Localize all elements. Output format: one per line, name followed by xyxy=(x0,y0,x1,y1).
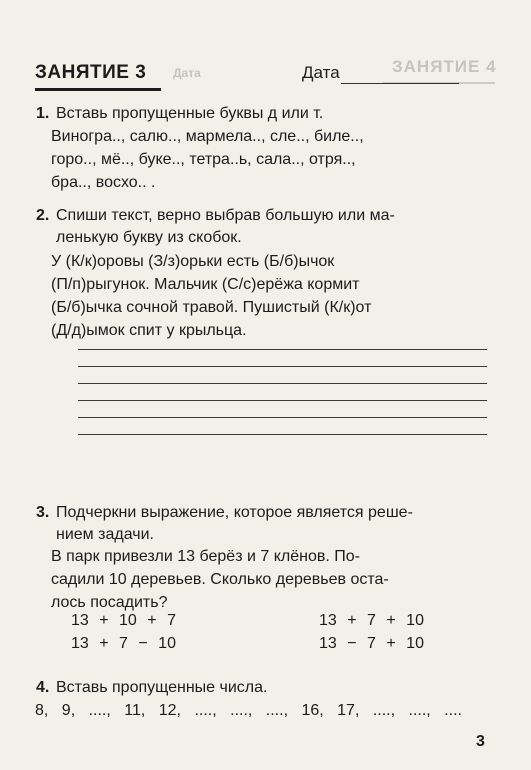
date-label: Дата xyxy=(302,63,340,82)
expression-option[interactable]: 13 + 7 − 10 xyxy=(71,635,176,652)
task-number: 2. xyxy=(36,207,50,224)
expression-option[interactable]: 13 − 7 + 10 xyxy=(319,635,424,652)
prompt-line: ленькую букву из скобок. xyxy=(56,229,242,246)
problem-row: В парк привезли 13 берёз и 7 клёнов. По- xyxy=(51,548,360,565)
lesson-header xyxy=(35,62,485,92)
task-prompt xyxy=(56,205,496,249)
task-prompt: Вставь пропущенные буквы д или т. xyxy=(56,105,324,122)
text-row: (П/п)рыгунок. Мальчик (С/с)ерёжа кормит xyxy=(51,276,360,293)
answer-line[interactable] xyxy=(78,417,487,418)
prompt-line: Подчеркни выражение, которое является реше- xyxy=(56,504,413,521)
task-number: 4. xyxy=(36,679,50,696)
problem-row: садили 10 деревьев. Сколько деревьев оста- xyxy=(51,571,389,588)
task-3-problem xyxy=(51,545,491,614)
prompt-line: Спиши текст, верно выбрав большую или ма- xyxy=(56,207,395,224)
expression-option[interactable]: 13 + 10 + 7 xyxy=(71,612,176,629)
prompt-line: нием задачи. xyxy=(56,526,154,543)
word-row[interactable]: Виногра.., салю.., мармела.., сле.., биле.., xyxy=(51,128,364,145)
date-field[interactable] xyxy=(341,83,459,84)
task-number: 3. xyxy=(36,504,50,521)
answer-lines[interactable] xyxy=(78,349,487,451)
title-underline xyxy=(35,88,161,91)
task-number: 1. xyxy=(36,105,50,122)
number-sequence[interactable]: 8, 9, ...., 11, 12, ...., ...., ...., 16, 17, ...., ...., .... xyxy=(35,702,462,719)
text-row: (Д/д)ымок спит у крыльца. xyxy=(51,322,247,339)
answer-line[interactable] xyxy=(78,434,487,435)
answer-line[interactable] xyxy=(78,400,487,401)
task-2-text xyxy=(51,250,491,342)
text-row: У (К/к)оровы (З/з)орьки есть (Б/б)ычок xyxy=(51,253,335,270)
word-row[interactable]: горо.., мё.., буке.., тетра..ь, сала.., отря.., xyxy=(51,151,356,168)
page-number: 3 xyxy=(476,733,485,750)
lesson-title: ЗАНЯТИЕ 3 xyxy=(35,62,147,83)
task-prompt: Вставь пропущенные числа. xyxy=(56,679,268,696)
expression-option[interactable]: 13 + 7 + 10 xyxy=(319,612,424,629)
answer-line[interactable] xyxy=(78,349,487,350)
text-row: (Б/б)ычка сочной травой. Пушистый (К/к)от xyxy=(51,299,372,316)
answer-line[interactable] xyxy=(78,366,487,367)
word-row[interactable]: бра.., восхо.. . xyxy=(51,174,156,191)
bleed-through-title: ЗАНЯТИЕ 4 xyxy=(392,57,497,76)
task-1-words xyxy=(51,125,491,194)
task-prompt xyxy=(56,502,496,546)
bleed-through-date: Дата xyxy=(173,66,201,80)
answer-line[interactable] xyxy=(78,383,487,384)
problem-row: лось посадить? xyxy=(51,594,168,611)
